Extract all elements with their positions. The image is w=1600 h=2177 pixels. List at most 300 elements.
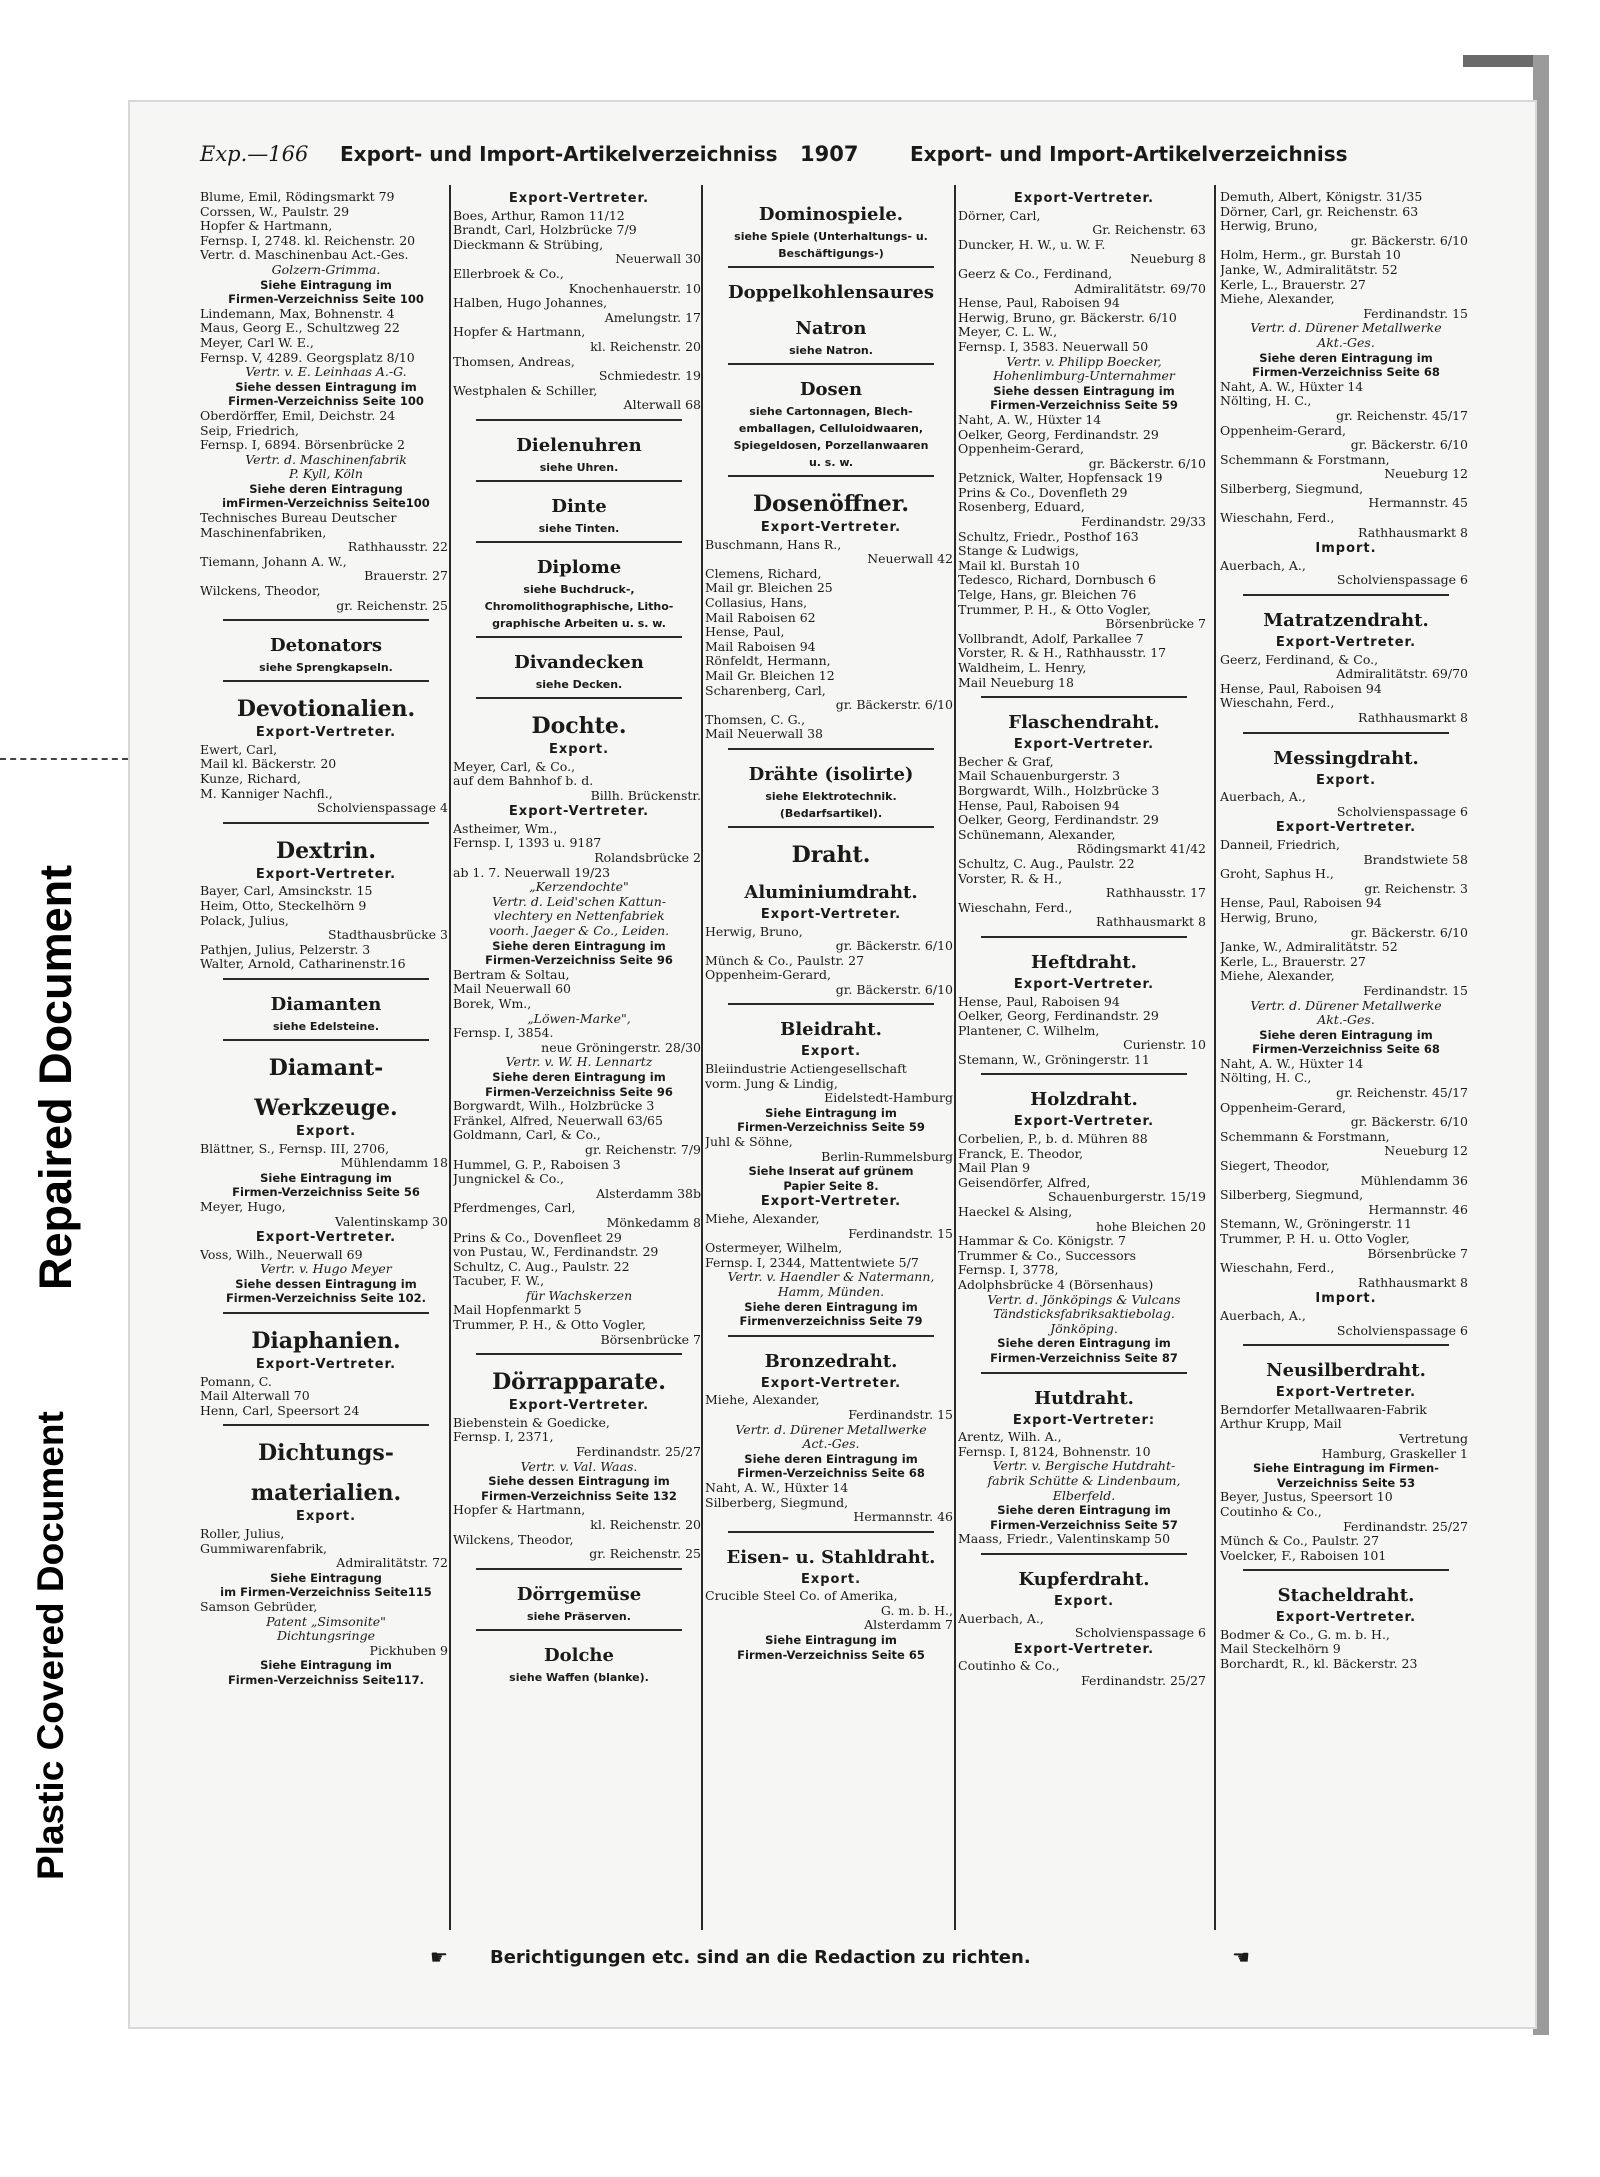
directory-entry: Ostermeyer, Wilhelm, — [705, 1241, 843, 1256]
directory-entry: Auerbach, A., — [1220, 558, 1306, 573]
directory-entry-note: Hamm, Münden. — [777, 1284, 885, 1299]
directory-entry: Mail Schauenburgerstr. 3 — [958, 769, 1121, 784]
directory-entry: Hummel, G. P., Raboisen 3 — [453, 1157, 621, 1172]
directory-entry-note: Vertr. v. Haendler & Natermann, — [727, 1270, 935, 1285]
section-rule — [223, 1312, 430, 1314]
directory-entry-address: Scholvienspassage 4 — [316, 801, 448, 816]
directory-entry: Mail gr. Bleichen 25 — [705, 581, 833, 596]
directory-entry: Vollbrandt, Adolf, Parkallee 7 — [958, 631, 1144, 646]
directory-entry: Herwig, Bruno, — [705, 924, 803, 939]
directory-entry: Oelker, Georg, Ferdinandstr. 29 — [958, 1009, 1159, 1024]
directory-entry: Kerle, L., Brauerstr. 27 — [1220, 954, 1366, 969]
category-heading: Devotionalien. — [236, 696, 416, 723]
directory-entry: Maus, Georg E., Schultzweg 22 — [200, 321, 400, 336]
directory-entry: Dörner, Carl, gr. Reichenstr. 63 — [1220, 204, 1419, 219]
pointing-hand-right-icon: ☛ — [430, 1945, 448, 1969]
directory-entry-address: gr. Reichenstr. 45/17 — [1336, 1086, 1468, 1101]
directory-entry: Geerz & Co., Ferdinand, — [958, 266, 1113, 281]
directory-entry: Wieschahn, Ferd., — [1220, 696, 1335, 711]
category-heading: Diaphanien. — [251, 1328, 401, 1355]
category-heading: Diamanten — [270, 993, 382, 1015]
directory-entry-note: Jönköping. — [1050, 1321, 1118, 1336]
directory-entry-address: Hermannstr. 46 — [853, 1510, 953, 1525]
directory-entry: Schultz, Friedr., Posthof 163 — [958, 529, 1139, 544]
directory-entry-note: Tändsticksfabriksaktiebolag. — [993, 1307, 1175, 1322]
directory-entry-address: Brauerstr. 27 — [364, 569, 448, 584]
directory-entry: Berndorfer Metallwaaren-Fabrik — [1220, 1402, 1427, 1417]
directory-see-register: Siehe deren Eintragung im — [492, 1069, 666, 1084]
directory-entry-address: Billh. Brückenstr. — [590, 788, 701, 803]
section-rule — [476, 419, 683, 421]
directory-entry-address: gr. Bäckerstr. 6/10 — [835, 939, 953, 954]
directory-entry-address: Neueburg 12 — [1384, 1144, 1468, 1159]
section-rule — [728, 1003, 935, 1005]
directory-entry: Mail Alterwall 70 — [200, 1389, 310, 1404]
directory-entry-note: Golzern-Grimma. — [271, 262, 381, 277]
directory-entry: Fernsp. I, 3854. — [453, 1026, 554, 1041]
section-rule — [1243, 594, 1450, 596]
directory-entry-address: Ferdinandstr. 29/33 — [1081, 515, 1206, 530]
directory-entry-address: gr. Bäckerstr. 6/10 — [1350, 925, 1468, 940]
directory-entry: Auerbach, A., — [1220, 790, 1306, 805]
directory-entry-address: Neueburg 8 — [1130, 252, 1206, 267]
category-heading: Bleidraht. — [780, 1019, 882, 1041]
directory-entry: Hense, Paul, — [705, 625, 785, 640]
directory-entry: Collasius, Hans, — [705, 595, 808, 610]
directory-entry: Arentz, Wilh. A., — [958, 1430, 1062, 1445]
directory-entry: Mail Steckelhörn 9 — [1220, 1642, 1341, 1657]
directory-entry: Haeckel & Alsing, — [958, 1205, 1073, 1220]
cross-reference: u. s. w. — [808, 456, 854, 469]
cross-reference: siehe Präserven. — [527, 1609, 631, 1623]
cross-reference: siehe Tinten. — [538, 521, 620, 535]
section-subheading: Export. — [1315, 772, 1377, 788]
section-subheading: Export. — [1053, 1593, 1115, 1609]
directory-entry: Geerz, Ferdinand, & Co., — [1220, 652, 1379, 667]
directory-entry: Mail Neueburg 18 — [958, 675, 1074, 690]
directory-entry-address: neue Gröningerstr. 28/30 — [541, 1040, 701, 1055]
section-rule — [223, 978, 430, 980]
directory-entry: Miehe, Alexander, — [1220, 969, 1335, 984]
directory-entry-address: gr. Bäckerstr. 6/10 — [1350, 438, 1468, 453]
directory-entry-address: Alsterdamm 7 — [864, 1618, 953, 1633]
section-subheading: Export-Vertreter: — [1012, 1412, 1156, 1428]
directory-entry: Hense, Paul, Raboisen 94 — [958, 994, 1120, 1009]
directory-entry-address: Hermannstr. 46 — [1368, 1202, 1468, 1217]
directory-entry-address: Neueburg 12 — [1384, 467, 1468, 482]
section-rule — [728, 266, 935, 268]
cross-reference: siehe Elektrotechnik. — [765, 789, 897, 803]
directory-entry-address: Schauenburgerstr. 15/19 — [1048, 1190, 1206, 1205]
section-subheading: Export-Vertreter. — [508, 191, 650, 206]
category-heading: Dörrapparate. — [492, 1369, 666, 1396]
directory-entry-note: „Löwen-Marke", — [527, 1011, 631, 1026]
directory-entry: Roller, Julius, — [200, 1527, 285, 1542]
directory-entry-address: G. m. b. H., — [880, 1603, 953, 1618]
directory-entry-note: Akt.-Ges. — [1317, 1013, 1375, 1028]
category-heading: Diamant- — [268, 1054, 384, 1081]
section-subheading: Export-Vertreter. — [255, 1357, 397, 1373]
section-rule — [728, 826, 935, 828]
directory-entry-address: gr. Reichenstr. 25 — [336, 598, 448, 613]
directory-entry: Adolphsbrücke 4 (Börsenhaus) — [958, 1278, 1154, 1292]
directory-see-register: Firmen-Verzeichniss Seite 96 — [485, 953, 673, 968]
directory-entry-address: Rathhausmarkt 8 — [1358, 1275, 1468, 1290]
directory-entry: Mail Plan 9 — [958, 1161, 1031, 1176]
section-subheading: Export-Vertreter. — [760, 1375, 902, 1391]
directory-entry: Fernsp. V, 4289. Georgsplatz 8/10 — [200, 350, 415, 365]
directory-entry: Halben, Hugo Johannes, — [453, 296, 608, 311]
directory-see-register: Siehe deren Eintragung im — [1259, 1027, 1433, 1042]
cross-reference: siehe Waffen (blanke). — [509, 1670, 649, 1684]
directory-entry: Pferdmenges, Carl, — [453, 1201, 576, 1216]
directory-entry-address: Börsenbrücke 7 — [1367, 1246, 1468, 1261]
directory-entry: Dieckmann & Strübing, — [453, 237, 604, 252]
directory-entry-address: Mönkedamm 8 — [606, 1215, 701, 1230]
category-heading: Detonators — [269, 635, 383, 657]
directory-entry: Stemann, W., Gröningerstr. 11 — [1220, 1217, 1412, 1232]
directory-entry-address: Rathhausmarkt 8 — [1358, 525, 1468, 540]
directory-entry: Fränkel, Alfred, Neuerwall 63/65 — [453, 1113, 663, 1128]
directory-entry: Meyer, Carl W. E., — [200, 335, 314, 350]
directory-entry: Schünemann, Alexander, — [958, 827, 1116, 842]
category-heading: Dielenuhren — [516, 434, 642, 456]
directory-entry-address: Hermannstr. 45 — [1368, 496, 1468, 511]
directory-entry-note: Vertr. v. E. Leinhaas A.-G. — [245, 365, 407, 380]
section-rule — [981, 696, 1188, 698]
directory-entry-address: gr. Bäckerstr. 6/10 — [835, 698, 953, 713]
directory-entry: Seip, Friedrich, — [200, 423, 299, 438]
directory-entry: Mail Gr. Bleichen 12 — [705, 668, 835, 683]
directory-entry: Telge, Hans, gr. Bleichen 76 — [958, 588, 1137, 603]
header-year: 1907 — [800, 142, 859, 166]
directory-entry: Scharenberg, Carl, — [705, 683, 826, 698]
page-header — [200, 142, 1400, 172]
directory-entry-address: Ferdinandstr. 25/27 — [576, 1445, 701, 1460]
directory-entry: Polack, Julius, — [200, 913, 289, 928]
directory-entry-address: Admiralitätstr. 69/70 — [1074, 281, 1206, 296]
section-subheading: Export-Vertreter. — [1275, 1610, 1417, 1626]
directory-entry: Beyer, Justus, Speersort 10 — [1220, 1490, 1393, 1505]
directory-entry: Oppenheim-Gerard, — [1220, 1100, 1346, 1115]
directory-entry: Walter, Arnold, Catharinenstr.16 — [200, 957, 406, 972]
directory-entry-address: Mühlendamm 18 — [340, 1156, 448, 1171]
directory-entry: Pathjen, Julius, Pelzerstr. 3 — [200, 942, 371, 957]
directory-entry-address: gr. Reichenstr. 45/17 — [1336, 408, 1468, 423]
directory-entry: Münch & Co., Paulstr. 27 — [1220, 1534, 1380, 1549]
cross-reference: emballagen, Celluloidwaaren, — [738, 422, 924, 435]
directory-entry-address: Rathhausmarkt 8 — [1358, 711, 1468, 725]
directory-entry-address: gr. Reichenstr. 3 — [1364, 881, 1468, 896]
section-rule — [1243, 1344, 1450, 1346]
directory-see-register: Siehe Eintragung — [270, 1570, 382, 1585]
directory-entry: Brandt, Carl, Holzbrücke 7/9 — [453, 223, 637, 238]
directory-entry-address: Ferdinandstr. 25/27 — [1343, 1519, 1468, 1534]
cross-reference: graphische Arbeiten u. s. w. — [492, 616, 666, 630]
category-heading: Neusilberdraht. — [1266, 1360, 1426, 1382]
directory-entry-address: gr. Bäckerstr. 6/10 — [1350, 1115, 1468, 1130]
directory-see-register: imFirmen-Verzeichniss Seite100 — [222, 496, 430, 511]
section-subheading: Export-Vertreter. — [760, 906, 902, 922]
directory-entry: Stange & Ludwigs, — [958, 544, 1080, 559]
directory-entry: Hense, Paul, Raboisen 94 — [1220, 681, 1382, 696]
directory-entry: Fernsp. I, 2748. kl. Reichenstr. 20 — [200, 233, 416, 248]
section-subheading: Export. — [295, 1123, 357, 1139]
cross-reference: siehe Spiele (Unterhaltungs- u. — [734, 230, 928, 243]
directory-entry: Westphalen & Schiller, — [453, 383, 598, 398]
directory-entry: Herwig, Bruno, gr. Bäckerstr. 6/10 — [958, 310, 1177, 325]
directory-entry-address: Scholvienspassage 6 — [1336, 1323, 1468, 1338]
section-subheading: Export. — [548, 741, 610, 757]
directory-entry: Mail kl. Burstah 10 — [958, 558, 1080, 573]
section-rule — [476, 697, 683, 699]
directory-entry-address: Alsterdamm 38b — [596, 1186, 701, 1201]
directory-entry: Oppenheim-Gerard, — [705, 968, 831, 983]
category-heading: Bronzedraht. — [764, 1350, 898, 1372]
directory-entry-address: kl. Reichenstr. 20 — [590, 1518, 701, 1532]
section-rule — [476, 1629, 683, 1631]
directory-entry: Nölting, H. C., — [1220, 394, 1312, 409]
directory-entry-note: Vertr. v. Bergische Hutdraht- — [992, 1459, 1176, 1474]
directory-entry: Rosenberg, Eduard, — [958, 500, 1085, 515]
directory-entry: Holm, Herm., gr. Burstah 10 — [1220, 248, 1401, 263]
category-heading: Dinte — [551, 495, 607, 517]
directory-see-register: Firmen-Verzeichniss Seite 65 — [737, 1647, 925, 1662]
directory-entry: Lindemann, Max, Bohnenstr. 4 — [200, 306, 395, 321]
category-heading: Doppelkohlensaures — [728, 282, 934, 303]
directory-entry: Rönfeldt, Hermann, — [705, 654, 831, 669]
directory-entry-note: für Wachskerzen — [525, 1288, 633, 1303]
cross-reference: siehe Cartonnagen, Blech- — [749, 405, 913, 418]
section-rule — [476, 636, 683, 638]
directory-entry: Wilckens, Theodor, — [453, 1532, 574, 1547]
directory-entry: Mail Hopfenmarkt 5 — [453, 1303, 582, 1318]
directory-see-register: Siehe dessen Eintragung im — [993, 383, 1175, 398]
section-subheading: Import. — [1315, 541, 1377, 557]
directory-entry: Geisendörfer, Alfred, — [958, 1175, 1091, 1190]
section-rule — [981, 1553, 1188, 1555]
directory-entry: Miehe, Alexander, — [705, 1212, 820, 1226]
directory-entry: Coutinho & Co., — [1220, 1504, 1322, 1519]
directory-see-register: Firmen-Verzeichniss Seite 102. — [225, 1291, 427, 1306]
directory-entry: Tiemann, Johann A. W., — [200, 554, 347, 569]
directory-see-register: Firmen-Verzeichniss Seite 96 — [485, 1084, 673, 1099]
directory-see-register: Siehe Eintragung im — [260, 1170, 392, 1185]
directory-entry: Groht, Saphus H., — [1220, 867, 1334, 882]
directory-entry: Hopfer & Hartmann, — [200, 219, 333, 234]
directory-entry: Becher & Graf, — [958, 754, 1054, 769]
header-title-right: Export- und Import-Artikelverzeichniss — [910, 142, 1348, 166]
section-subheading: Export-Vertreter. — [508, 804, 650, 820]
section-subheading: Export. — [800, 1571, 862, 1587]
repaired-document-label: Repaired Document — [30, 864, 81, 1290]
category-heading: Hutdraht. — [1034, 1387, 1134, 1409]
directory-see-register: Firmen-Verzeichniss Seite 68 — [1252, 1042, 1440, 1057]
category-heading: Drähte (isolirte) — [748, 763, 914, 785]
directory-entry: Bodmer & Co., G. m. b. H., — [1220, 1627, 1390, 1642]
directory-entry: Thomsen, Andreas, — [453, 354, 575, 369]
section-subheading: Export-Vertreter. — [508, 1398, 650, 1414]
directory-entry: Borek, Wm., — [453, 997, 532, 1011]
directory-entry: Wieschahn, Ferd., — [1220, 511, 1335, 526]
directory-entry: von Pustau, W., Ferdinandstr. 29 — [453, 1245, 659, 1260]
directory-see-register: Firmen-Verzeichniss Seite 132 — [481, 1488, 677, 1503]
category-heading: Holzdraht. — [1030, 1089, 1138, 1111]
directory-entry-address: Eidelstedt-Hamburg — [824, 1091, 953, 1106]
cross-reference: siehe Uhren. — [539, 460, 619, 474]
directory-entry: Münch & Co., Paulstr. 27 — [705, 953, 865, 968]
directory-entry: Pomann, C. — [200, 1374, 272, 1389]
directory-entry: Auerbach, A., — [1220, 1308, 1306, 1323]
directory-entry: Fernsp. I, 2371, — [453, 1430, 554, 1445]
directory-see-register: Siehe Eintragung im — [765, 1633, 897, 1648]
directory-entry-address: Alterwall 68 — [623, 398, 701, 413]
page-number: Exp.—166 — [200, 142, 309, 166]
directory-entry: Corbelien, P., b. d. Mühren 88 — [958, 1132, 1148, 1147]
directory-entry: Janke, W., Admiralitätstr. 52 — [1220, 940, 1398, 955]
directory-see-register: Siehe Eintragung im Firmen- — [1253, 1461, 1439, 1476]
directory-entry-address: Pickhuben 9 — [369, 1643, 448, 1658]
directory-see-register: Firmen-Verzeichniss Seite 87 — [990, 1350, 1178, 1365]
directory-entry: Juhl & Söhne, — [705, 1135, 793, 1150]
directory-entry: Wieschahn, Ferd., — [1220, 1261, 1335, 1276]
pointing-hand-left-icon: ☚ — [1232, 1945, 1250, 1969]
column-2 — [453, 190, 705, 1688]
directory-see-register: Firmenverzeichniss Seite 79 — [739, 1314, 923, 1329]
directory-entry: Borgwardt, Wilh., Holzbrücke 3 — [453, 1099, 655, 1114]
directory-see-register: Firmen-Verzeichniss Seite 100 — [228, 292, 424, 307]
directory-entry: Trummer & Co., Successors — [958, 1248, 1137, 1263]
directory-see-register: Verzeichniss Seite 53 — [1276, 1475, 1416, 1490]
directory-entry: Maschinenfabriken, — [200, 525, 327, 540]
cross-reference: siehe Decken. — [535, 677, 623, 691]
directory-entry-address: gr. Reichenstr. 25 — [589, 1547, 701, 1562]
directory-entry: Prins & Co., Dovenfleth 29 — [958, 485, 1128, 500]
category-heading: Matratzendraht. — [1263, 610, 1429, 632]
cross-reference: siehe Sprengkapseln. — [259, 661, 393, 675]
directory-see-register: Firmen-Verzeichniss Seite 68 — [1252, 365, 1440, 380]
directory-see-register: Siehe deren Eintragung im — [744, 1451, 918, 1466]
column-4 — [958, 190, 1210, 1688]
directory-entry-address: Admiralitätstr. 72 — [336, 1556, 448, 1571]
directory-entry-address: Börsenbrücke 7 — [1105, 617, 1206, 632]
directory-entry-address: Ferdinandstr. 15 — [848, 1226, 953, 1241]
section-rule — [223, 1424, 430, 1426]
directory-entry: Miehe, Alexander, — [1220, 292, 1335, 307]
section-subheading: Export-Vertreter. — [255, 725, 397, 741]
directory-entry: Fernsp. I, 8124, Bohnenstr. 10 — [958, 1444, 1151, 1459]
directory-see-register: Firmen-Verzeichniss Seite 59 — [737, 1120, 925, 1135]
category-heading: Diplome — [536, 556, 622, 578]
directory-entry: Bleiindustrie Actiengesellschaft — [705, 1062, 907, 1077]
directory-entry: Naht, A. W., Hüxter 14 — [1220, 379, 1364, 394]
directory-entry: Naht, A. W., Hüxter 14 — [705, 1480, 849, 1495]
directory-entry: Biebenstein & Goedicke, — [453, 1415, 610, 1430]
directory-see-register: Firmen-Verzeichniss Seite 68 — [737, 1466, 925, 1481]
directory-entry: Fernsp. I, 3583. Neuerwall 50 — [958, 339, 1149, 354]
directory-entry: Naht, A. W., Hüxter 14 — [1220, 1056, 1364, 1071]
directory-entry-note: Vertr. d. Leid'schen Kattun- — [492, 894, 666, 909]
directory-entry: Mail kl. Bäckerstr. 20 — [200, 757, 337, 772]
section-subheading: Export-Vertreter. — [1013, 976, 1155, 992]
directory-entry: Nölting, H. C., — [1220, 1071, 1312, 1086]
directory-entry: Corssen, W., Paulstr. 29 — [200, 204, 350, 219]
directory-entry-address: Gr. Reichenstr. 63 — [1092, 223, 1206, 238]
category-heading: Dochte. — [531, 712, 627, 739]
directory-entry: Kerle, L., Brauerstr. 27 — [1220, 277, 1366, 292]
cross-reference: siehe Natron. — [789, 344, 873, 357]
directory-entry: Janke, W., Admiralitätstr. 52 — [1220, 262, 1398, 277]
directory-see-register: Firmen-Verzeichniss Seite 57 — [990, 1517, 1178, 1532]
directory-entry-note: Dichtungsringe — [276, 1629, 376, 1644]
directory-entry-address: Ferdinandstr. 25/27 — [1081, 1673, 1206, 1688]
category-heading: Dosenöffner. — [752, 491, 910, 517]
directory-see-register: Siehe dessen Eintragung im — [488, 1474, 670, 1489]
directory-entry: Trummer, P. H., & Otto Vogler, — [453, 1318, 646, 1333]
directory-see-register: Siehe deren Eintragung — [249, 481, 403, 496]
directory-entry-address: Ferdinandstr. 15 — [1363, 983, 1468, 998]
directory-entry: Fernsp. I, 6894. Börsenbrücke 2 — [200, 438, 405, 453]
category-heading: Aluminiumdraht. — [744, 881, 918, 903]
section-rule — [223, 619, 430, 621]
directory-entry: Danneil, Friedrich, — [1220, 837, 1340, 852]
directory-entry: Dörner, Carl, — [958, 208, 1041, 223]
directory-entry: Tedesco, Richard, Dornbusch 6 — [958, 573, 1156, 588]
directory-entry-note: Vertr. d. Maschinenfabrik — [245, 452, 407, 467]
directory-entry-address: gr. Bäckerstr. 6/10 — [835, 982, 953, 997]
directory-entry: Siegert, Theodor, — [1220, 1159, 1330, 1174]
directory-entry: Schultz, C. Aug., Paulstr. 22 — [453, 1259, 630, 1274]
directory-entry: Thomsen, C. G., — [705, 712, 806, 727]
page-footer — [430, 1947, 1250, 1973]
directory-see-register: Siehe Eintragung im — [260, 1658, 392, 1673]
section-rule — [476, 1568, 683, 1570]
directory-entry-address: Admiralitätstr. 69/70 — [1336, 667, 1468, 682]
directory-entry: Vertr. d. Maschinenbau Act.-Ges. — [200, 248, 409, 263]
directory-entry: Borchardt, R., kl. Bäckerstr. 23 — [1220, 1657, 1418, 1672]
directory-entry: Coutinho & Co., — [958, 1659, 1060, 1674]
directory-entry-note: fabrik Schütte & Lindenbaum, — [987, 1473, 1181, 1488]
directory-entry-address: Valentinskamp 30 — [334, 1214, 448, 1229]
directory-entry-address: Ferdinandstr. 15 — [848, 1407, 953, 1422]
header-title-left: Export- und Import-Artikelverzeichniss — [340, 142, 778, 166]
directory-entry: Silberberg, Siegmund, — [1220, 1188, 1364, 1203]
directory-entry: Franck, E. Theodor, — [958, 1146, 1084, 1161]
directory-entry: Hense, Paul, Raboisen 94 — [1220, 896, 1382, 911]
category-heading: Dominospiele. — [758, 204, 904, 225]
directory-entry-address: Scholvienspassage 6 — [1336, 804, 1468, 819]
category-heading: Dosen — [799, 379, 863, 400]
directory-see-register: Siehe deren Eintragung im — [492, 938, 666, 953]
directory-entry: Jungnickel & Co., — [453, 1172, 565, 1187]
directory-entry: Herwig, Bruno, — [1220, 910, 1318, 925]
directory-entry: Vorster, R. & H., — [958, 871, 1063, 886]
section-rule — [728, 363, 935, 365]
directory-see-register: Siehe dessen Eintragung im — [235, 379, 417, 394]
directory-entry-address: Hamburg, Graskeller 1 — [1321, 1446, 1468, 1461]
directory-entry: Voss, Wilh., Neuerwall 69 — [200, 1247, 363, 1262]
cross-reference: siehe Buchdruck-, — [523, 582, 635, 596]
directory-entry: Trummer, P. H. u. Otto Vogler, — [1220, 1232, 1410, 1246]
section-subheading: Export-Vertreter. — [1013, 191, 1155, 206]
directory-entry: Silberberg, Siegmund, — [1220, 481, 1364, 496]
category-heading: Messingdraht. — [1273, 747, 1419, 769]
directory-entry: Tacuber, F. W., — [453, 1274, 545, 1289]
directory-entry: Petznick, Walter, Hopfensack 19 — [958, 471, 1163, 486]
directory-entry-address: Rathhausstr. 17 — [1105, 886, 1206, 901]
directory-see-register: Firmen-Verzeichniss Seite 59 — [990, 398, 1178, 413]
directory-entry: Schemmann & Forstmann, — [1220, 1129, 1390, 1144]
